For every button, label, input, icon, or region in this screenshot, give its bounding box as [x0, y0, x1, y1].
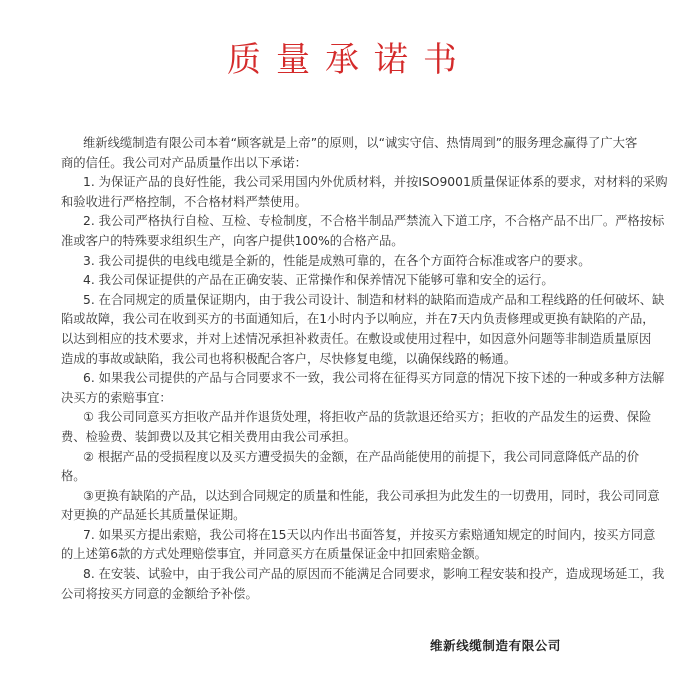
- text-line: 公司将按买方同意的金额给予补偿。: [61, 586, 258, 601]
- text-line: 维新线缆制造有限公司本着“顾客就是上帝”的原则，以“诚实守信、热情周到”的服务理念赢得了广大客: [83, 136, 638, 150]
- text-line: 决买方的索赔事宜：: [61, 390, 172, 405]
- text-line: 陷或故障，我公司在收到买方的书面通知后，在1小时内予以响应，并在7天内负责修理或更换有缺陷的产品，: [61, 312, 655, 327]
- text-line: 格。: [61, 469, 86, 484]
- text-line: 费、检验费、装卸费以及其它相关费用由我公司承担。: [61, 429, 357, 444]
- text-line: 对更换的产品延长其质量保证期。: [61, 508, 246, 523]
- text-line: 8. 在安装、试验中，由于我公司产品的原因而不能满足合同要求，影响工程安装和投产，造成现场延工，我: [83, 567, 665, 582]
- text-line: 准或客户的特殊要求组织生产，向客户提供100%的合格产品。: [61, 233, 404, 248]
- text-line: 4. 我公司保证提供的产品在正确安装、正常操作和保养情况下能够可靠和安全的运行。: [83, 273, 554, 288]
- text-line: ③更换有缺陷的产品，以达到合同规定的质量和性能，我公司承担为此发生的一切费用，同时，我公司同意: [83, 488, 660, 503]
- text-line: 1. 为保证产品的良好性能，我公司采用国内外优质材料，并按ISO9001质量保证体系的要求，对材料的采购: [83, 175, 668, 190]
- text-line: 以达到相应的技术要求，并对上述情况承担补救责任。在敷设或使用过程中，如因意外问题等非制造质量原因: [61, 331, 652, 346]
- text-line: 造成的事故或缺陷，我公司也将积极配合客户，尽快修复电缆，以确保线路的畅通。: [61, 351, 516, 366]
- text-line: 6. 如果我公司提供的产品与合同要求不一致，我公司将在征得买方同意的情况下按下述的一种或多种方法解: [83, 371, 665, 386]
- text-line: 7. 如果买方提出索赔，我公司将在15天以内作出书面答复，并按买方索赔通知规定的时间内，按买方同意: [83, 527, 656, 542]
- document-body: [61, 134, 668, 604]
- text-line: 5. 在合同规定的质量保证期内，由于我公司设计、制造和材料的缺陷而造成产品和工程线路的任何破坏、缺: [83, 292, 665, 307]
- text-line: 2. 我公司严格执行自检、互检、专检制度，不合格半制品严禁流入下道工序，不合格产品不出厂。严格按标: [83, 214, 665, 229]
- text-line: ② 根据产品的受损程度以及买方遭受损失的金额，在产品尚能使用的前提下，我公司同意降低产品的价: [83, 449, 639, 464]
- company-signature: 维新线缆制造有限公司: [430, 638, 562, 653]
- text-line: 3. 我公司提供的电线电缆是全新的，性能是成熟可靠的，在各个方面符合标准或客户的要求。: [83, 253, 591, 268]
- text-line: 商的信任。我公司对产品质量作出以下承诺：: [61, 155, 307, 170]
- text-line: 的上述第6款的方式处理赔偿事宜，并同意买方在质量保证金中扣回索赔金额。: [61, 547, 487, 562]
- text-line: 和验收进行严格控制，不合格材料严禁使用。: [61, 194, 307, 209]
- document-title: 质量承诺书: [227, 40, 472, 80]
- text-line: ① 我公司同意买方拒收产品并作退货处理，将拒收产品的货款退还给买方；拒收的产品发生的运费、保险: [83, 410, 652, 425]
